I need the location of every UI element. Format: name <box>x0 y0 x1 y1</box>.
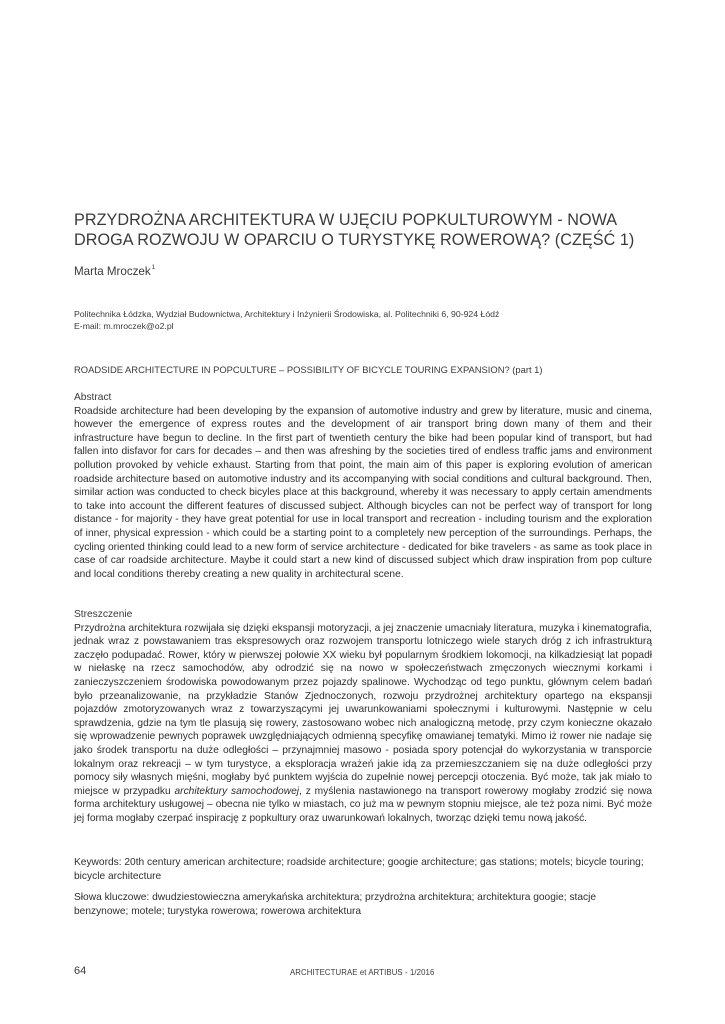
streszczenie-text <box>74 622 652 826</box>
author-name-text: Marta Mroczek <box>74 265 151 278</box>
author-name <box>74 265 155 278</box>
paper-title: PRZYDROŻNA ARCHITEKTURA W UJĘCIU POPKULTUROWYM - NOWA DROGA ROZWOJU W OPARCIU O TURYSTYKĘ ROWEROWĄ? (CZĘŚĆ 1) <box>74 211 635 249</box>
streszczenie-text-italic: architektury samochodowej <box>174 785 299 797</box>
email-line: E-mail: m.mroczek@o2.pl <box>74 320 174 331</box>
english-title: ROADSIDE ARCHITECTURE IN POPCULTURE – POSSIBILITY OF BICYCLE TOURING EXPANSION? (part 1) <box>74 364 543 375</box>
abstract-text: Roadside architecture had been developing by the expansion of automotive industry and grew by literature, music and cinema, however the emergence of express routes and the development of air transport bring down many of them and their infrastructure have begun to decline. In the first part of twentieth century the bike had been popular kind of transport, but had fallen into disfavor for cars for decades – and then was afreshing by the societies tired of endless traffic jams and environment pollution provoked by vehicle exhaust. Starting from that point, the main aim of this paper is exploring evolution of american roadside architecture based on automotive industry and its accompanying with social conditions and cultural background. Then, similar action was conducted to check bicyles place at this background, whereby it was necessary to apply certain amendments to take into account the different features of discussed subject. Although bicycles can not be perfect way of transport for long distance - for majority - they have great potential for use in local transport and recreation - including tourism and the exploration of inner, physical expression - which could be a starting point to a completely new perception of the surroundings. Perhaps, the cycling oriented thinking could lead to a new form of service architecture - dedicated for bike travelers - as same as took place in case of car roadside architecture. Maybe it could start a new kind of discussed subject which draw inspiration from pop culture and local conditions thereby creating a new quality in architectural scene. <box>74 405 652 580</box>
slowa-kluczowe-text: Słowa kluczowe: dwudziestowieczna amerykańska architektura; przydrożna architektura; architektura googie; stacje benzynowe; motele; turystyka rowerowa; rowerowa architektura <box>74 892 597 917</box>
streszczenie-heading: Streszczenie <box>74 609 133 620</box>
slowa-kluczowe-section <box>74 891 652 918</box>
keywords-text: Keywords: 20th century american architecture; roadside architecture; googie architecture; gas stations; motels; bicycle touring; bicycle architecture <box>74 857 644 882</box>
affiliation-block <box>74 309 499 332</box>
abstract-section <box>74 391 652 581</box>
author-footnote-marker: 1 <box>151 264 156 271</box>
streszczenie-text-part2: , z myślenia nastawionego na transport rowerowy mogłaby zrodzić się nowa forma architektury usługowej – obecna nie tylko w miastach, co już ma w pewnym stopniu miejsce, ale też poza nimi. Być może jej forma mogłaby czerpać inspirację z popkultury oraz uwarunkowań lokalnych, tworząc dzięki temu nową jakość. <box>74 785 652 824</box>
streszczenie-text-part1: Przydrożna architektura rozwijała się dzięki ekspansji motoryzacji, a jej znaczenie umacniały literatura, muzyka i kinematografia, jednak wraz z powstawaniem tras ekspresowych oraz rozwojem transportu lotniczego wiele starych dróg z ich infrastrukturą zaczęło podupadać. Rower, który w pierwszej połowie XX wieku był popularnym środkiem lokomocji, na kilkadziesiąt lat popadł w niełaskę na rzecz samochodów, aby odrodzić się na nowo w społeczeństwach zmęczonych wiecznymi korkami i zanieczyszczeniem środowiska powodowanym przez pojazdy spalinowe. Wychodząc od tego punktu, głównym celem badań było przeanalizowanie, na przykładzie Stanów Zjednoczonych, rozwoju przydrożnej architektury opartego na ekspansji pojazdów zmotoryzowanych wraz z towarzyszącymi jej uwarunkowaniami społecznymi i kulturowymi. Następnie w celu sprawdzenia, gdzie na tym tle plasują się rowery, zastosowano wobec nich analogiczną metodę, przy czym konieczne okazało się wprowadzenie pewnych poprawek uwzględniających odmienną specyfikę omawianej tematyki. Mimo iż rower nie nadaje się jako środek transportu na duże odległości – przynajmniej masowo - posiada spory potencjał do wykorzystania w transporcie lokalnym oraz rekreacji – w tym turystyce, a eksploracja wrażeń jakie idą za przemieszczaniem się na duże odległości przy pomocy siły własnych mięśni, mogłaby być punktem wyjścia do zupełnie nowej percepcji otoczenia. Być może, tak jak miało to miejsce w przypadku <box>74 622 652 797</box>
affiliation-line: Politechnika Łódzka, Wydział Budownictwa, Architektury i Inżynierii Środowiska, al. Politechniki 6, 90-924 Łódź <box>74 309 500 319</box>
streszczenie-section <box>74 608 652 826</box>
journal-footer: ARCHITECTURAE et ARTIBUS - 1/2016 <box>290 968 435 977</box>
keywords-section <box>74 856 652 883</box>
page-number: 64 <box>74 965 87 977</box>
abstract-heading: Abstract <box>74 392 112 403</box>
